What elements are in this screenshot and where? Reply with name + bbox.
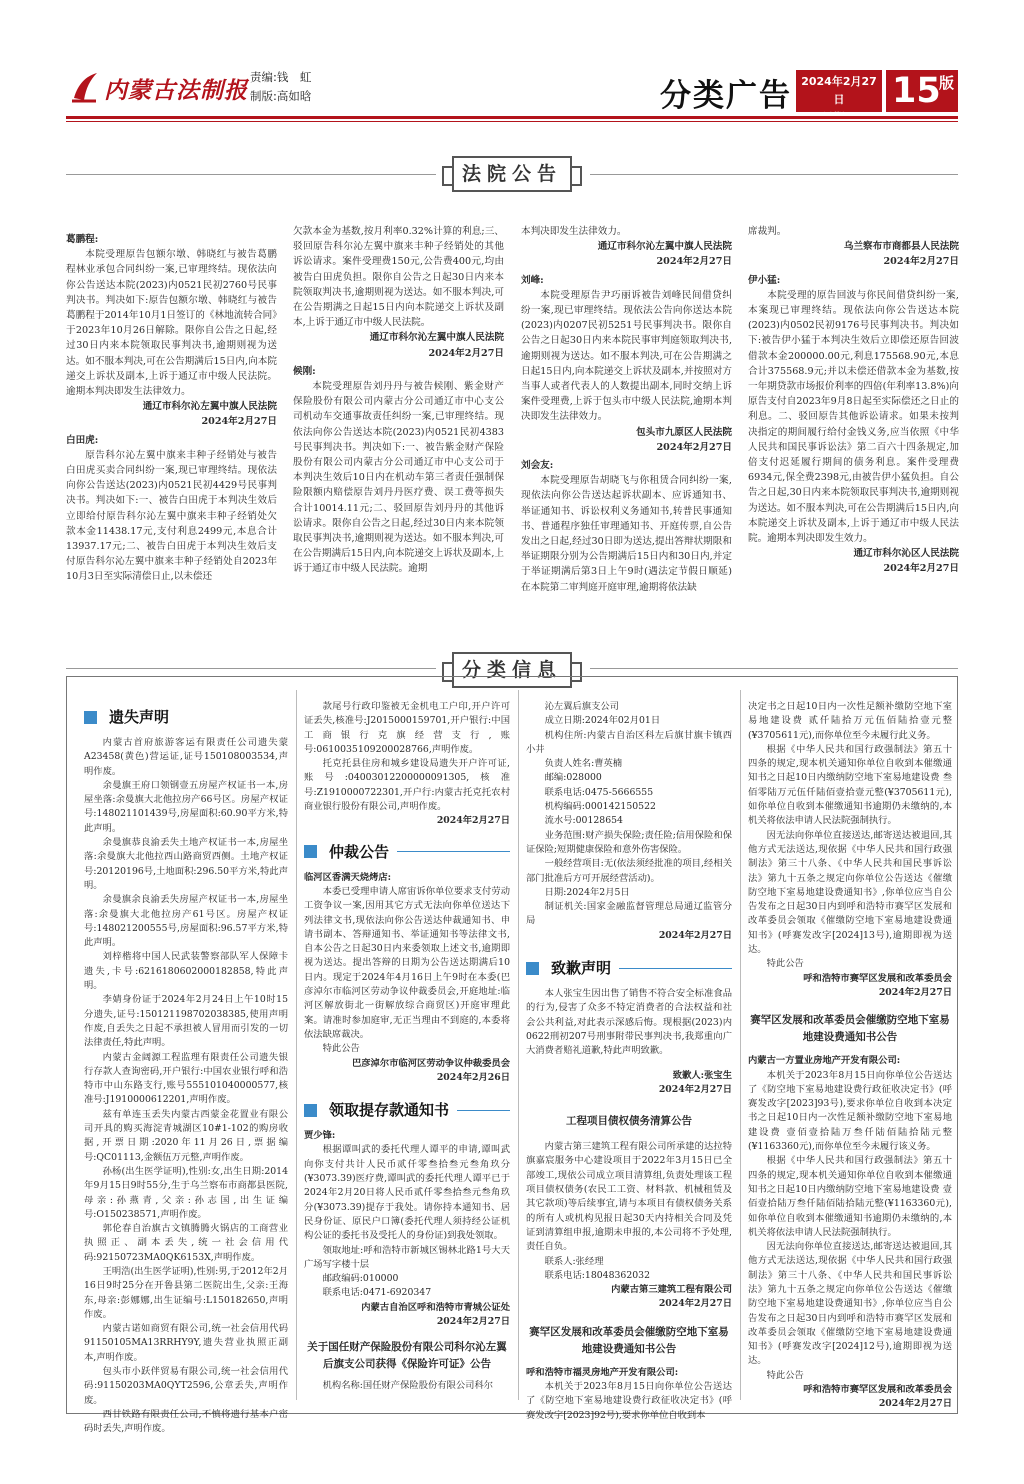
issue-date: 2024年2月27日: [801, 75, 877, 106]
apology-heading: 致歉声明: [526, 955, 732, 981]
notice-body: 本院受理原告胡晓飞与你租赁合同纠纷一案,现依法向你公告送达起诉状副本、应诉通知书、举证通知书、诉讼权利义务通知书,转普民事通知书、普通程序独任审理通知书、开庭传票,自公告发出之日起,经过30日即为送达,提出答辩状期限和举证期限分别为公告期满后15日内和30日内,并定于举证期满后第3日上午9时(遇法定节假日顺延)在本院第二审判庭开庭审理,逾期将依法缺: [521, 475, 732, 593]
notice-date: 2024年2月27日: [656, 256, 732, 268]
page-suffix: 版: [938, 74, 954, 92]
notice-recipient: 临河区香满天烧烤店:: [304, 871, 392, 883]
lost-notice-item: 内蒙古诺如商贸有限公司,统一社会信用代码91150105MA13RRHY9Y,遗失营业执照正副本,声明作废。: [84, 1323, 288, 1363]
insurance-notice-title: 关于国任财产保险股份有限公司科尔沁左翼后旗支公司获得《保险许可证》公告: [307, 1341, 507, 1371]
notice-recipient: 刘峰:: [521, 274, 544, 286]
contact-line: 联系电话:18048362032: [544, 1269, 650, 1281]
court-signature: 包头市九原区人民法院: [636, 426, 732, 438]
notice-recipient: 葛鹏程:: [66, 234, 99, 245]
notice-date: 2024年2月27日: [883, 256, 959, 268]
heading-square-icon: [304, 845, 317, 858]
heading-square-icon: [526, 962, 539, 975]
notice-body: 机构名称:国任财产保险股份有限公司科尔: [322, 1380, 494, 1392]
classified-column-2: [304, 700, 510, 1394]
notice-date: 2024年2月27日: [656, 441, 732, 453]
license-detail-line: 负责人姓名:曹英楠: [544, 758, 623, 770]
lost-notice-item: 刘梓楷将中国人民武装警察部队军人保障卡遗失,卡号:6216180602000182858,特此声明。: [84, 951, 288, 992]
notice-date: 2024年2月27日: [436, 1315, 510, 1327]
newspaper-logo: 内蒙古法制报: [104, 77, 248, 104]
section-title: 分类广告: [660, 78, 792, 114]
lost-notice-item: 内蒙古金阔源工程监理有限责任公司遗失银行存款人查询密码,开户银行:中国农业银行呼和浩特市中山东路支行,账号555101040000577,核准号:J1910000612201,声明作废。: [84, 1051, 288, 1106]
banner-rule-right: [590, 174, 958, 175]
notice-date: 2024年2月27日: [658, 1083, 732, 1095]
notice-signature: 呼和浩特市赛罕区发展和改革委员会: [803, 1384, 952, 1396]
notice-item: 款尾号行政印鉴被无金机电工户印,开户许可证丢失,核准号:J2015000159701,开户银行:中国工商银行克旗经营支行,账号:0610035109200028766,声明作废。: [304, 701, 510, 755]
court-column-3: [521, 224, 732, 595]
heading-square-icon: [84, 711, 97, 724]
notice-body: 席裁判。: [748, 226, 787, 237]
issue-date-box: [796, 70, 882, 112]
license-detail-line: 机构住所:内蒙古自治区科左后旗甘旗卡镇西小井: [526, 729, 732, 755]
notice-date: 2024年2月26日: [436, 1071, 510, 1083]
classified-column-4: [748, 700, 952, 1412]
newspaper-logo-icon: [70, 70, 100, 104]
notice-recipient: 内蒙古一方置业房地产开发有限公司:: [748, 1055, 901, 1067]
court-signature: 通辽市科尔沁左翼中旗人民法院: [597, 241, 732, 253]
page-number: 15: [892, 71, 941, 111]
court-signature: 通辽市科尔沁左翼中旗人民法院: [369, 332, 504, 344]
notice-item: 托克托县住房和城乡建设局遗失开户许可证,账号:04003012200000091305,核准号:Z1910000722301,开户行:内蒙古托克托农村商业银行股份有限公司,声明作废。: [304, 758, 510, 813]
license-detail-line: 业务范围:财产损失保险;责任险;信用保险和保证保险;短期健康保险和意外伤害保险。: [526, 829, 732, 855]
notice-body: 根据《中华人民共和国行政强制法》第五十四条的规定,现本机关通知你单位自收到本催缴通知书之日起10日内缴纳防空地下室易地建设费 壹佰壹拾陆万叁仟陆佰陆拾陆元整(¥1163360元),如你单位自收到本催缴通知书逾期仍未缴纳的,本机关将依法申请人民法院强制执行。: [748, 1155, 952, 1238]
court-signature: 乌兰察布市商都县人民法院: [843, 241, 959, 253]
notice-body: 因无法向你单位直接送达,邮寄送达被退回,其他方式无法送达,现依据《中华人民共和国行政强制法》第三十八条、《中华人民共和国民事诉讼法》第九十五条之规定向你单位公告送达《催缴防空地下室易地建设费通知书》,你单位应当自公告发布之日起30日内到呼和浩特市赛罕区发展和改革委员会领取《催缴防空地下室易地建设费通知书》(呼赛发改字[2024]12号),逾期即视为送达。: [748, 1241, 952, 1367]
license-detail-line: 联系电话:0475-5666555: [544, 786, 654, 798]
notice-tail: 特此公告: [322, 1043, 360, 1055]
lost-notice-item: 兹有单连玉丢失内蒙古西蒙金花置业有限公司开具的购买海淀青城湖区10#1-102的购房收据,开票日期:2020年11月26日,票据编号:QC01113,金额伍万元整,声明作废。: [84, 1108, 288, 1163]
notice-date: 2024年2月27日: [658, 929, 732, 941]
lost-notice-item: 王明浩(出生医学证明),性别:男,于2012年2月16日9时25分在开鲁县第二医院出生,父亲:王海东,母亲:彭娜娜,出生证编号:L150182650,声明作废。: [84, 1265, 288, 1320]
notice-body: 本院受理原告刘丹丹与被告候刚、紫金财产保险股份有限公司内蒙古分公司通辽市中心支公司机动车交通事故责任纠纷一案,已审理终结。现依法向你公告送达本院(2023)内0521民初4383号民事判决书。判决如下:一、被告紫金财产保险股份有限公司内蒙古分公司通辽市中心支公司于本判决生效后10日内在机动车第三者责任强制保险限额内赔偿原告刘丹丹医疗费、误工费等损失合计10014.11元;二、驳回原告刘丹丹的其他诉讼请求。限你自公告之日起,经过30日内来本院领取民事判决书,逾期则视为送达。如不服本判决,可在公告期满后15日内,向本院递交上诉状及副本,上诉于通辽市中级人民法院。逾期: [293, 381, 504, 575]
fee-notice-title: 赛罕区发展和改革委员会催缴防空地下室易地建设费通知书公告: [750, 1014, 950, 1044]
court-notice-banner: 法院公告: [452, 156, 572, 192]
notice-body: 本院受理原告包额尔墩、韩晓红与被告葛鹏程林业承包合同纠纷一案,已审理终结。现依法向你公告送达本院(2023)内0521民初2760号民事判决书。判决如下:原告包额尔墩、韩晓红与被告葛鹏程于2014年10月1日签订的《林地流转合同》于2023年10月26日解除。限你自公告之日起,经过30日内来本院领取民事判决书,逾期则视为送达。如不服本判决,可在公告期满后15日内,向本院递交上诉状及副本,上诉于通辽市中级人民法院。逾期本判决即发生法律效力。: [66, 249, 277, 398]
notice-date: 2024年2月27日: [883, 563, 959, 575]
notice-tail: 特此公告: [766, 1369, 804, 1381]
contact-line: 邮政编码:010000: [322, 1273, 399, 1285]
license-detail-line: 制证机关:国家金融监督管理总局通辽监管分局: [526, 901, 732, 927]
notice-body: 因无法向你单位直接送达,邮寄送达被退回,其他方式无法送达,现依据《中华人民共和国行政强制法》第三十八条、《中华人民共和国民事诉讼法》第九十五条之规定向你单位公告送达《催缴防空地下室易地建设费通知书》,你单位应当自公告发布之日起30日内到呼和浩特市赛罕区发展和改革委员会领取《催缴防空地下室易地建设费通知书》(呼赛发改字[2024]13号),逾期即视为送达。: [748, 829, 952, 956]
classified-column-1: [84, 700, 288, 1437]
court-signature: 通辽市科尔沁区人民法院: [853, 548, 959, 560]
notice-date: 2024年2月27日: [658, 1298, 732, 1310]
notice-body: 欠款本金为基数,按月利率0.32%计算的利息;三、驳回原告科尔沁左翼中旗来丰种子经销处的其他诉讼请求。案件受理费150元,公告费400元,均由被告白田虎负担。限你自公告之日起30日内来本院领取判决书,逾期则视为送达。如不服本判决,可在公告期满之日起15日内向本院递交上诉状及副本,上诉于通辽市中级人民法院。: [293, 226, 504, 329]
notice-body: 原告科尔沁左翼中旗来丰种子经销处与被告白田虎买卖合同纠纷一案,现已审理终结。现依法向你公告送达(2023)内0521民初4429号民事判决书。判决如下:一、被告白田虎于本判决生效后立即给付原告科尔沁左翼中旗来丰种子经销处欠款本金11438.17元,支付利息2499元,本息合计13937.17元;二、被告白田虎于本判决生效后支付原告科尔沁左翼中旗来丰种子经销处自2023年10月3日至实际清偿日止,以未偿还: [66, 449, 277, 583]
notice-recipient: 刘会友:: [521, 460, 554, 472]
notice-recipient: 贾少锋:: [304, 1130, 336, 1142]
notice-body: 本院受理的原告回波与你民间借贷纠纷一案,本案现已审理终结。现依法向你公告送达本院(2023)内0502民初9176号民事判决书。判决如下:被告伊小猛于本判决生效后立即偿还原告回波借款本金200000.00元,利息175568.90元,本息合计375568.9元;并以未偿还借款本金为基数,按一年期贷款市场报价利率的四倍(年利率13.8%)向原告支付自2023年9月8日起至实际偿还之日止的利息。二、驳回原告其他诉讼请求。如果未按判决指定的期间履行给付金钱义务,应当依照《中华人民共和国民事诉讼法》第二百六十四条规定,加倍支付迟延履行期间的债务利息。案件受理费6934元,保全费2398元,由被告伊小猛负担。自公告之日起,30日内来本院领取民事判决书,逾期则视为送达。如不服本判决,可在公告期满后15日内,向本院递交上诉状及副本,上诉于通辽市中级人民法院。逾期本判决即发生效力。: [748, 289, 959, 545]
notice-body: 本判决即发生法律效力。: [521, 226, 627, 237]
contact-line: 联系电话:0471-6920347: [322, 1287, 432, 1299]
classified-column-3: [526, 700, 732, 1423]
notice-body: 本人张宝生因出售了销售不符合安全标准食品的行为,侵害了众多不特定消费者的合法权益和社会公共利益,对此表示深感后悔。现根据(2023)内0622刑初207号刑事附带民事判决书,我郑重向广大消费者赔礼道歉,特此声明致歉。: [526, 988, 732, 1057]
notice-date: 2024年2月27日: [428, 347, 504, 359]
court-signature: 通辽市科尔沁左翼中旗人民法院: [142, 401, 277, 413]
notice-recipient: 白田虎:: [66, 434, 99, 446]
arbitration-heading: 仲裁公告: [304, 839, 510, 865]
license-detail-line: 日期:2024年2月5日: [544, 886, 630, 898]
page-number-box: [886, 70, 958, 112]
producer-name: 制版:高如晗: [250, 89, 312, 103]
banner-rule-left: [66, 174, 436, 175]
classified-banner: 分类信息: [452, 652, 572, 688]
masthead-rule: [66, 116, 958, 119]
contact-line: 领取地址:呼和浩特市新城区锡林北路1号大天广场写字楼十层: [304, 1244, 510, 1270]
notice-recipient: 伊小猛:: [748, 274, 781, 286]
court-column-1: [66, 232, 277, 585]
notice-body: 本委已受理申请人席宙诉你单位要求支付劳动工资争议一案,因用其它方式无法向你单位送达下列法律文书,现依法向你公告送达仲裁通知书、申请书副本、答辩通知书、举证通知书等法律文书,自本公告之日起30日内来委领取上述文书,逾期即视为送达。提出答辩的日期为公告送达期满后10日内。现定于2024年4月16日上午9时在本委(巴彦淖尔市临河区劳动争议仲裁委员会,开庭地址:临河区解放街北一街解放综合商贸区)开庭审理此案。请准时参加庭审,无正当理由不到庭的,本委将依法缺席裁决。: [304, 885, 510, 1040]
notice-date: 2024年2月27日: [201, 416, 277, 428]
notice-tail: 特此公告: [766, 958, 804, 970]
notice-signature: 致歉人:张宝生: [672, 1069, 732, 1081]
notice-date: 2024年2月27日: [878, 986, 952, 998]
lost-notice-item: 李婧身份证于2024年2月24日上午10时15分遗失,证号:150121198702038385,使用声明作废,自丢失之日起不承担被人冒用而引发的一切法律责任,特此声明。: [84, 994, 288, 1049]
fee-notice-title: 赛罕区发展和改革委员会催缴防空地下室易地建设费通知书公告: [529, 1325, 729, 1355]
lost-notice-item: 孙杨(出生医学证明),性别:女,出生日期:2014年9月15日9时55分,生于乌兰察布市商都县医院,母亲:孙燕青,父亲:孙志国,出生证编号:O150238571,声明作废。: [84, 1165, 288, 1220]
license-detail-line: 邮编:028000: [544, 772, 602, 784]
license-detail-line: 沁左翼后旗支公司: [544, 701, 619, 712]
notice-body: 本机关于2023年8月15日向你单位公告送达了《防空地下室易地建设费行政征收决定书》(呼赛发改字[2023]93号),要求你单位自收到本决定书之日起10日内一次性足额补缴防空地下室易地建设费 壹佰壹拾陆万叁仟陆佰陆拾陆元整(¥1163360元),而你单位至今未履行该义务。: [748, 1069, 952, 1153]
court-column-4: [748, 224, 959, 580]
lost-notice-item: 包头市小跃伴贸易有限公司,统一社会信用代码:91150203MA0QYT2596,公章丢失,声明作废。: [84, 1366, 288, 1406]
lost-notice-item: 余曼旗恭良渝丢失土地产权证书一本,房屋坐落:余曼旗大北他拉西山路商贸西侧。土地产权证号:20120196号,土地面积:296.50平方米,特此声明。: [84, 837, 288, 891]
notice-signature: 巴彦淖尔市临河区劳动争议仲裁委员会: [351, 1057, 510, 1069]
notice-body: 内蒙古第三建筑工程有限公司所承建的达拉特旗嘉宸服务中心建设项目于2022年3月15日已全部竣工,现依公司成立项目清算组,负责处理该工程项目债权债务(农民工工资、材料款、机械租赁及其它款项)等后续事宜,请与本项目有债权债务关系的所有人或机构见报日起30天内持相关合同及凭证到清算组申报,逾期未申报的,本公司将不予处理,责任自负。: [526, 1141, 732, 1253]
notice-signature: 内蒙古自治区呼和浩特市青城公证处: [361, 1301, 510, 1313]
lost-notice-heading: 遗失声明: [84, 704, 288, 730]
lost-notice-item: 余曼旗余良渝丢失房屋产权证书一本,房屋坐落:余曼旗大北他拉房产61号区。房屋产权证号:148021200555号,房屋面积:96.57平方米,特此声明。: [84, 894, 288, 949]
license-detail-line: 成立日期:2024年02月01日: [544, 715, 661, 727]
notice-date: 2024年2月27日: [878, 1398, 952, 1410]
notice-body: 根据谭叫武的委托代理人谭平的申请,谭叫武向你支付共计人民币贰仟零叁拾叁元叁角玖分(¥3073.39)医疗费,谭叫武的委托代理人谭平已于2024年2月20日将人民币贰仟零叁拾叁元叁角玖分(¥3073.39)提存于我处。请你持本通知书、居民身份证、原民户口簿(委托代理人须持经公证机构公证的委托书及受托人的身份证)到我处领取。: [304, 1144, 510, 1242]
lost-notice-item: 郭伦春自治旗古文镇腾腾火锅店的工商营业执照正、副本丢失,统一社会信用代码:92150723MA0QK6153X,声明作废。: [84, 1223, 288, 1263]
notice-body: 本机关于2023年8月15日向你单位公告送达了《防空地下室易地建设费行政征收决定书》(呼赛发改字[2023]92号),要求你单位自收到本: [526, 1380, 732, 1421]
license-detail-line: 机构编码:000142150522: [544, 801, 656, 813]
notice-body: 本院受理原告尹巧丽诉被告刘峰民间借贷纠纷一案,现已审理终结。现依法公告向你送达本院(2023)内0207民初5251号民事判决书。限你自公告之日起30日内来本院民事审判庭领取判决书,逾期则视为送达。如不服本判决,可在公告期满之日起15日内,向本院递交上诉状及副本,并按照对方当事人或者代表人的人数提出副本,同时交纳上诉案件受理费,上诉于包头市中级人民法院,逾期本判决即发生法律效力。: [521, 289, 732, 423]
notice-signature: 内蒙古第三建筑工程有限公司: [611, 1284, 732, 1296]
editor-credits: [250, 68, 311, 106]
notice-recipient: 候刚:: [293, 365, 316, 377]
deposit-heading: 领取提存款通知书: [304, 1097, 510, 1123]
editor-name: 责编:钱 虹: [250, 70, 312, 84]
heading-square-icon: [304, 1104, 317, 1117]
masthead-rule-thin: [66, 121, 958, 122]
claims-notice-title: 工程项目债权债务清算公告: [566, 1115, 692, 1128]
column-divider: [740, 690, 741, 1400]
notice-signature: 呼和浩特市赛罕区发展和改革委员会: [803, 972, 952, 984]
notice-body: 根据《中华人民共和国行政强制法》第五十四条的规定,现本机关通知你单位自收到本催缴通知书之日起10日内缴纳防空地下室易地建设费 叁佰零陆万元伍仟陆佰壹拾壹元整(¥3705611元),如你单位自收到本催缴通知书逾期仍未缴纳的,本机关将依法申请人民法院强制执行。: [748, 743, 952, 827]
lost-notice-item: 余曼旗王府口领钢壹五房屋产权证书一本,房屋坐落:余曼旗大北他拉房产66号区。房屋产权证号:148021101439号,房屋面积:60.90平方米,特此声明。: [84, 779, 288, 834]
notice-recipient: 呼和浩特市福灵房地产开发有限公司:: [526, 1366, 679, 1378]
license-detail-line: 一般经营项目:无(依法须经批准的项目,经相关部门批准后方可开展经营活动)。: [526, 858, 732, 884]
classified-rule-right: [590, 668, 958, 669]
license-detail-line: 流水号:00128654: [544, 815, 623, 827]
court-column-2: [293, 224, 504, 577]
column-divider: [296, 690, 297, 1400]
notice-date: 2024年2月27日: [436, 815, 510, 827]
classified-rule-left: [66, 668, 436, 669]
column-divider: [518, 690, 519, 1400]
contact-line: 联系人:张经理: [544, 1255, 604, 1267]
lost-notice-item: 西甘铁路有限责任公司,不慎将遗行基本户密码时丢失,声明作废。: [84, 1408, 288, 1435]
notice-body: 决定书之日起10日内一次性足额补缴防空地下室易地建设费 贰仟陆拾万元伍佰陆拾壹元整(¥3705611元),而你单位至今未履行此义务。: [748, 701, 952, 741]
lost-notice-item: 内蒙古首府旅游客运有限责任公司遗失蒙A23458(黄色)营运证,证号150108003534,声明作废。: [84, 737, 288, 777]
